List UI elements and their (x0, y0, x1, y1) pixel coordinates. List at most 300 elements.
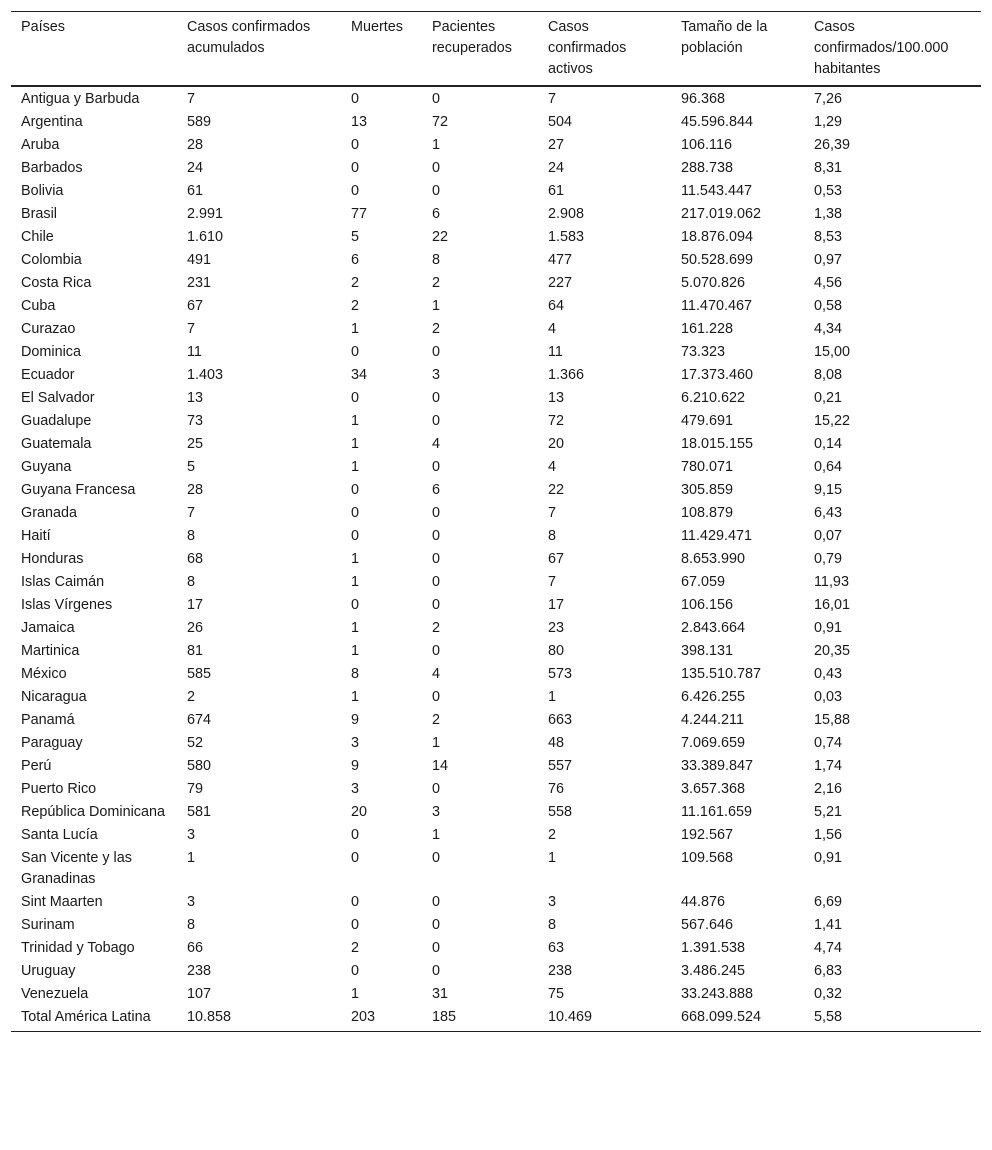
cell-recuperados: 14 (432, 758, 449, 774)
table-row (11, 732, 981, 755)
table-row (11, 709, 981, 732)
header-casos-activos: Casos confirmados activos (538, 12, 671, 87)
cell-recuperados: 8 (432, 252, 441, 268)
cell-muertes: 0 (351, 482, 360, 498)
cell-casos-activos: 76 (548, 781, 565, 797)
cell-casos-por-100000: 9,15 (814, 482, 843, 498)
cell-casos-activos: 2 (548, 827, 557, 843)
cell-pais: Barbados (21, 160, 83, 176)
cell-casos-por-100000: 0,91 (814, 620, 843, 636)
cell-casos-por-100000: 1,74 (814, 758, 843, 774)
cell-casos-acumulados: 8 (187, 528, 196, 544)
cell-casos-por-100000: 7,26 (814, 91, 843, 107)
table-row (11, 891, 981, 914)
cell-poblacion: 50.528.699 (681, 252, 754, 268)
cell-muertes: 1 (351, 574, 360, 590)
table-row-total (11, 1006, 981, 1032)
cell-casos-acumulados: 66 (187, 940, 204, 956)
table-row (11, 983, 981, 1006)
cell-pais: Uruguay (21, 963, 76, 979)
cell-recuperados: 0 (432, 160, 441, 176)
table-body (11, 86, 981, 1032)
cell-muertes: 1 (351, 413, 360, 429)
cell-muertes: 3 (351, 735, 360, 751)
cell-casos-por-100000: 8,31 (814, 160, 843, 176)
table-row (11, 960, 981, 983)
cell-muertes: 1 (351, 643, 360, 659)
cell-casos-acumulados: 1 (187, 850, 196, 866)
cell-pais: Curazao (21, 321, 76, 337)
cell-pais: Aruba (21, 137, 60, 153)
cell-pais: Santa Lucía (21, 827, 98, 843)
cell-pais: Guyana Francesa (21, 482, 136, 498)
cell-muertes: 0 (351, 344, 360, 360)
cell-recuperados: 2 (432, 620, 441, 636)
cell-casos-acumulados: 13 (187, 390, 204, 406)
cell-casos-acumulados: 238 (187, 963, 212, 979)
cell-casos-por-100000: 0,64 (814, 459, 843, 475)
header-casos-acumulados: Casos confirmados acumulados (177, 12, 341, 87)
cell-muertes: 8 (351, 666, 360, 682)
cell-recuperados: 0 (432, 781, 441, 797)
cell-casos-acumulados: 674 (187, 712, 212, 728)
table-row (11, 134, 981, 157)
cell-muertes: 3 (351, 781, 360, 797)
cell-casos-acumulados: 10.858 (177, 1006, 341, 1032)
cell-casos-activos: 13 (548, 390, 565, 406)
cell-recuperados: 0 (432, 91, 441, 107)
cell-casos-acumulados: 73 (187, 413, 204, 429)
cell-recuperados: 0 (432, 459, 441, 475)
cell-casos-activos: 20 (548, 436, 565, 452)
table-row (11, 755, 981, 778)
cell-poblacion: 3.486.245 (681, 963, 746, 979)
cell-poblacion: 1.391.538 (681, 940, 746, 956)
cell-poblacion: 18.876.094 (681, 229, 754, 245)
cell-casos-activos: 558 (548, 804, 573, 820)
cell-poblacion: 45.596.844 (681, 114, 754, 130)
cell-pais: Perú (21, 758, 52, 774)
cell-casos-por-100000: 0,97 (814, 252, 843, 268)
cell-poblacion: 3.657.368 (681, 781, 746, 797)
cell-muertes: 9 (351, 758, 360, 774)
cell-poblacion: 217.019.062 (681, 206, 762, 222)
cell-pais: Costa Rica (21, 275, 92, 291)
cell-casos-activos: 227 (548, 275, 573, 291)
table-row (11, 914, 981, 937)
cell-muertes: 0 (351, 850, 360, 866)
table-row (11, 847, 981, 891)
cell-casos-activos: 3 (548, 894, 557, 910)
cell-recuperados: 0 (432, 643, 441, 659)
cell-casos-acumulados: 52 (187, 735, 204, 751)
cell-recuperados: 4 (432, 666, 441, 682)
cell-poblacion: 17.373.460 (681, 367, 754, 383)
cell-casos-activos: 24 (548, 160, 565, 176)
cell-casos-por-100000: 1,38 (814, 206, 843, 222)
cell-muertes: 20 (351, 804, 368, 820)
table-row (11, 249, 981, 272)
cell-recuperados: 0 (432, 940, 441, 956)
cell-muertes: 6 (351, 252, 360, 268)
cell-casos-activos: 48 (548, 735, 565, 751)
cell-muertes: 1 (351, 986, 360, 1002)
cell-poblacion: 5.070.826 (681, 275, 746, 291)
cell-muertes: 0 (351, 160, 360, 176)
cell-casos-activos: 23 (548, 620, 565, 636)
cell-casos-activos: 10.469 (538, 1006, 671, 1032)
cell-muertes: 1 (351, 459, 360, 475)
cell-casos-activos: 63 (548, 940, 565, 956)
table-row (11, 663, 981, 686)
cell-muertes: 1 (351, 620, 360, 636)
cell-pais: Islas Vírgenes (21, 597, 113, 613)
cell-pais: San Vicente y las Granadinas (21, 850, 132, 887)
cell-poblacion: 398.131 (681, 643, 734, 659)
cell-muertes: 77 (351, 206, 368, 222)
cell-poblacion: 6.426.255 (681, 689, 746, 705)
table-row (11, 410, 981, 433)
cell-poblacion: 96.368 (681, 91, 726, 107)
cell-pais: Islas Caimán (21, 574, 105, 590)
cell-recuperados: 72 (432, 114, 449, 130)
table-row (11, 157, 981, 180)
cell-casos-acumulados: 5 (187, 459, 196, 475)
cell-recuperados: 0 (432, 528, 441, 544)
cell-casos-por-100000: 8,53 (814, 229, 843, 245)
cell-poblacion: 7.069.659 (681, 735, 746, 751)
cell-muertes: 0 (351, 137, 360, 153)
cell-pais: Bolivia (21, 183, 64, 199)
cell-casos-por-100000: 6,43 (814, 505, 843, 521)
cell-casos-por-100000: 11,93 (814, 574, 849, 590)
cell-poblacion: 33.389.847 (681, 758, 754, 774)
cell-casos-acumulados: 7 (187, 91, 196, 107)
cell-recuperados: 0 (432, 917, 441, 933)
cell-pais: Total América Latina (11, 1006, 177, 1032)
cell-pais: Guadalupe (21, 413, 92, 429)
cell-recuperados: 0 (432, 597, 441, 613)
cell-pais: Colombia (21, 252, 82, 268)
cell-casos-por-100000: 0,32 (814, 986, 843, 1002)
header-row (11, 12, 981, 87)
cell-casos-activos: 1 (548, 689, 557, 705)
cell-casos-acumulados: 589 (187, 114, 212, 130)
table-row (11, 824, 981, 847)
table-row (11, 937, 981, 960)
cell-casos-acumulados: 3 (187, 894, 196, 910)
cell-recuperados: 0 (432, 850, 441, 866)
cell-casos-por-100000: 0,91 (814, 850, 843, 866)
cell-poblacion: 2.843.664 (681, 620, 746, 636)
cell-muertes: 0 (351, 894, 360, 910)
cell-pais: Chile (21, 229, 54, 245)
cell-casos-acumulados: 3 (187, 827, 196, 843)
cell-poblacion: 106.156 (681, 597, 734, 613)
cell-poblacion: 567.646 (681, 917, 734, 933)
cell-poblacion: 780.071 (681, 459, 734, 475)
cell-casos-activos: 1.366 (548, 367, 585, 383)
cell-muertes: 1 (351, 689, 360, 705)
cell-poblacion: 668.099.524 (671, 1006, 804, 1032)
cell-casos-acumulados: 11 (187, 344, 202, 360)
cell-casos-por-100000: 0,79 (814, 551, 843, 567)
cell-casos-acumulados: 8 (187, 917, 196, 933)
cell-casos-activos: 504 (548, 114, 573, 130)
cell-poblacion: 305.859 (681, 482, 734, 498)
cell-poblacion: 73.323 (681, 344, 726, 360)
cell-casos-acumulados: 26 (187, 620, 204, 636)
cell-casos-acumulados: 68 (187, 551, 204, 567)
table-row (11, 479, 981, 502)
table-row (11, 180, 981, 203)
covid-cases-table (11, 11, 981, 1032)
cell-poblacion: 135.510.787 (681, 666, 762, 682)
cell-recuperados: 3 (432, 804, 441, 820)
cell-casos-activos: 17 (548, 597, 565, 613)
table-row (11, 433, 981, 456)
cell-recuperados: 0 (432, 183, 441, 199)
table-row (11, 686, 981, 709)
cell-recuperados: 0 (432, 551, 441, 567)
cell-casos-por-100000: 0,74 (814, 735, 843, 751)
cell-muertes: 1 (351, 436, 360, 452)
cell-poblacion: 192.567 (681, 827, 734, 843)
cell-recuperados: 185 (422, 1006, 538, 1032)
cell-recuperados: 6 (432, 206, 441, 222)
cell-pais: Guatemala (21, 436, 92, 452)
cell-recuperados: 2 (432, 712, 441, 728)
cell-casos-por-100000: 0,58 (814, 298, 843, 314)
cell-recuperados: 3 (432, 367, 441, 383)
cell-casos-por-100000: 0,03 (814, 689, 843, 705)
cell-pais: Venezuela (21, 986, 89, 1002)
cell-muertes: 0 (351, 597, 360, 613)
cell-pais: Paraguay (21, 735, 83, 751)
table-row (11, 617, 981, 640)
cell-poblacion: 44.876 (681, 894, 726, 910)
cell-casos-acumulados: 1.403 (187, 367, 224, 383)
cell-muertes: 0 (351, 827, 360, 843)
cell-poblacion: 11.470.467 (681, 298, 752, 314)
cell-recuperados: 6 (432, 482, 441, 498)
table-row (11, 111, 981, 134)
cell-casos-activos: 4 (548, 459, 557, 475)
header-paises: Países (11, 12, 177, 87)
cell-pais: Honduras (21, 551, 84, 567)
cell-recuperados: 4 (432, 436, 441, 452)
cell-casos-acumulados: 28 (187, 482, 204, 498)
table-row (11, 525, 981, 548)
cell-pais: Surinam (21, 917, 75, 933)
cell-pais: Jamaica (21, 620, 75, 636)
cell-recuperados: 0 (432, 390, 441, 406)
cell-casos-activos: 8 (548, 917, 557, 933)
cell-casos-por-100000: 2,16 (814, 781, 843, 797)
cell-pais: México (21, 666, 67, 682)
table-row (11, 778, 981, 801)
cell-muertes: 1 (351, 551, 360, 567)
cell-pais: Granada (21, 505, 78, 521)
header-recuperados: Pacientes recuperados (422, 12, 538, 87)
cell-casos-por-100000: 0,14 (814, 436, 843, 452)
cell-muertes: 1 (351, 321, 360, 337)
cell-muertes: 0 (351, 91, 360, 107)
cell-pais: Guyana (21, 459, 72, 475)
cell-casos-por-100000: 4,34 (814, 321, 843, 337)
cell-casos-activos: 573 (548, 666, 573, 682)
cell-casos-acumulados: 231 (187, 275, 212, 291)
cell-muertes: 34 (351, 367, 368, 383)
cell-poblacion: 11.429.471 (681, 528, 752, 544)
cell-casos-activos: 61 (548, 183, 565, 199)
cell-casos-acumulados: 580 (187, 758, 212, 774)
cell-pais: Argentina (21, 114, 83, 130)
cell-casos-por-100000: 1,56 (814, 827, 843, 843)
cell-muertes: 0 (351, 528, 360, 544)
cell-casos-activos: 477 (548, 252, 573, 268)
cell-pais: Nicaragua (21, 689, 87, 705)
cell-muertes: 0 (351, 183, 360, 199)
cell-casos-activos: 75 (548, 986, 565, 1002)
cell-casos-activos: 7 (548, 91, 557, 107)
cell-casos-acumulados: 24 (187, 160, 204, 176)
cell-casos-activos: 1.583 (548, 229, 585, 245)
cell-casos-acumulados: 67 (187, 298, 204, 314)
cell-casos-activos: 67 (548, 551, 565, 567)
cell-recuperados: 0 (432, 689, 441, 705)
cell-casos-por-100000: 0,53 (814, 183, 843, 199)
cell-poblacion: 106.116 (681, 137, 732, 153)
table-row (11, 548, 981, 571)
cell-casos-activos: 8 (548, 528, 557, 544)
table-row (11, 86, 981, 111)
cell-casos-activos: 72 (548, 413, 565, 429)
cell-casos-acumulados: 585 (187, 666, 212, 682)
cell-casos-activos: 22 (548, 482, 565, 498)
cell-casos-por-100000: 16,01 (814, 597, 851, 613)
cell-muertes: 2 (351, 275, 360, 291)
cell-pais: Cuba (21, 298, 56, 314)
cell-pais: Panamá (21, 712, 75, 728)
cell-pais: Sint Maarten (21, 894, 103, 910)
table-row (11, 502, 981, 525)
cell-casos-acumulados: 79 (187, 781, 204, 797)
cell-casos-activos: 27 (548, 137, 565, 153)
cell-casos-acumulados: 8 (187, 574, 196, 590)
cell-poblacion: 67.059 (681, 574, 726, 590)
cell-recuperados: 0 (432, 505, 441, 521)
cell-casos-por-100000: 1,41 (814, 917, 843, 933)
cell-casos-acumulados: 491 (187, 252, 212, 268)
table-row (11, 640, 981, 663)
cell-poblacion: 108.879 (681, 505, 734, 521)
header-poblacion: Tamaño de la población (671, 12, 804, 87)
cell-casos-por-100000: 15,00 (814, 344, 851, 360)
table-row (11, 295, 981, 318)
cell-recuperados: 2 (432, 275, 441, 291)
cell-casos-acumulados: 7 (187, 505, 196, 521)
cell-recuperados: 0 (432, 574, 441, 590)
cell-recuperados: 1 (432, 298, 441, 314)
cell-recuperados: 1 (432, 137, 441, 153)
cell-casos-activos: 1 (548, 850, 557, 866)
cell-recuperados: 31 (432, 986, 449, 1002)
cell-casos-activos: 557 (548, 758, 573, 774)
cell-poblacion: 6.210.622 (681, 390, 746, 406)
cell-pais: Trinidad y Tobago (21, 940, 135, 956)
cell-poblacion: 11.161.659 (681, 804, 752, 820)
cell-recuperados: 0 (432, 413, 441, 429)
table-row (11, 364, 981, 387)
cell-casos-acumulados: 28 (187, 137, 204, 153)
cell-casos-acumulados: 581 (187, 804, 212, 820)
cell-casos-acumulados: 81 (187, 643, 204, 659)
table-row (11, 801, 981, 824)
cell-casos-activos: 7 (548, 574, 557, 590)
cell-casos-activos: 80 (548, 643, 565, 659)
cell-casos-por-100000: 0,21 (814, 390, 843, 406)
cell-poblacion: 11.543.447 (681, 183, 752, 199)
cell-casos-activos: 2.908 (548, 206, 585, 222)
header-casos-por-100000: Casos confirmados/100.000 habitantes (804, 12, 981, 87)
cell-casos-por-100000: 8,08 (814, 367, 843, 383)
data-table-container (11, 11, 981, 1032)
table-row (11, 456, 981, 479)
cell-muertes: 13 (351, 114, 368, 130)
cell-casos-por-100000: 4,56 (814, 275, 843, 291)
cell-casos-acumulados: 25 (187, 436, 204, 452)
table-header (11, 12, 981, 87)
cell-pais: República Dominicana (21, 804, 165, 820)
table-row (11, 272, 981, 295)
cell-recuperados: 1 (432, 827, 441, 843)
cell-casos-activos: 238 (548, 963, 573, 979)
cell-muertes: 2 (351, 298, 360, 314)
table-row (11, 571, 981, 594)
cell-casos-por-100000: 5,21 (814, 804, 843, 820)
cell-muertes: 9 (351, 712, 360, 728)
cell-poblacion: 18.015.155 (681, 436, 754, 452)
cell-casos-acumulados: 1.610 (187, 229, 224, 245)
cell-casos-activos: 663 (548, 712, 573, 728)
cell-casos-por-100000: 4,74 (814, 940, 843, 956)
cell-casos-acumulados: 61 (187, 183, 204, 199)
cell-recuperados: 0 (432, 344, 441, 360)
table-row (11, 341, 981, 364)
cell-muertes: 0 (351, 963, 360, 979)
cell-poblacion: 161.228 (681, 321, 734, 337)
cell-casos-por-100000: 5,58 (804, 1006, 981, 1032)
cell-pais: Antigua y Barbuda (21, 91, 140, 107)
cell-poblacion: 479.691 (681, 413, 734, 429)
cell-recuperados: 1 (432, 735, 441, 751)
cell-poblacion: 4.244.211 (681, 712, 744, 728)
cell-muertes: 0 (351, 917, 360, 933)
cell-casos-acumulados: 7 (187, 321, 196, 337)
cell-casos-por-100000: 6,69 (814, 894, 843, 910)
cell-casos-por-100000: 6,83 (814, 963, 843, 979)
cell-casos-por-100000: 0,07 (814, 528, 843, 544)
cell-pais: Ecuador (21, 367, 75, 383)
cell-recuperados: 22 (432, 229, 449, 245)
table-row (11, 387, 981, 410)
cell-casos-por-100000: 15,88 (814, 712, 851, 728)
cell-pais: Martinica (21, 643, 80, 659)
cell-casos-por-100000: 0,43 (814, 666, 843, 682)
cell-casos-por-100000: 1,29 (814, 114, 843, 130)
table-row (11, 594, 981, 617)
